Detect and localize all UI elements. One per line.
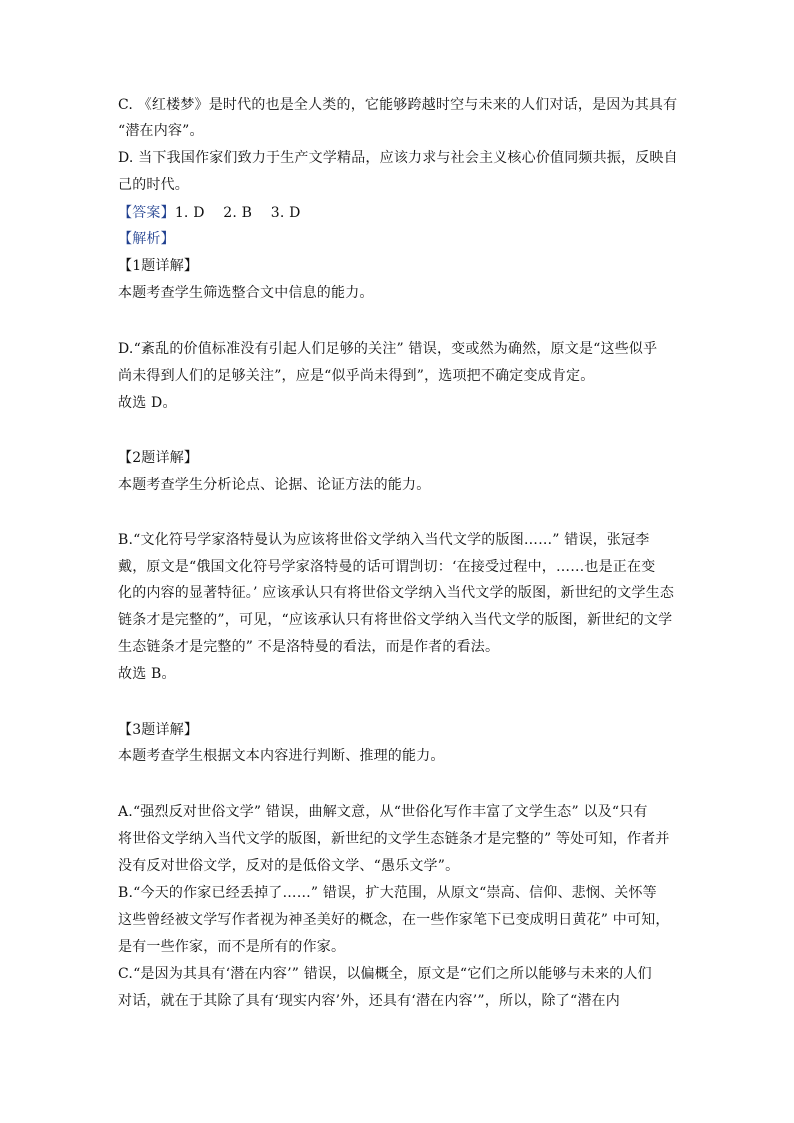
answer-text: 1. D 2. B 3. D xyxy=(174,205,301,221)
option-c-line-1: C. 《红楼梦》是时代的也是全人类的，它能够跨越时空与未来的人们对话，是因为其具有 xyxy=(118,97,678,113)
q2-explanation-line-4: 链条才是完整的”，可见，“应该承认只有将世俗文学纳入当代文学的版图，新世纪的文学 xyxy=(118,612,673,628)
option-d-line-2: 己的时代。 xyxy=(118,177,189,193)
q1-title: 【1题详解】 xyxy=(118,258,199,274)
q3-option-c-line-1: C.“是因为其具有‘潜在内容’” 错误，以偏概全，原文是“它们之所以能够与未来的人们 xyxy=(118,966,652,982)
option-d-line-1: D. 当下我国作家们致力于生产文学精品，应该力求与社会主义核心价值同频共振，反映自 xyxy=(118,150,678,166)
q2-explanation-line-1: B.“文化符号学家洛特曼认为应该将世俗文学纳入当代文学的版图……” 错误，张冠李 xyxy=(118,532,650,548)
answer-row xyxy=(118,203,301,223)
q2-explanation-line-2: 戴，原文是“俄国文化符号学家洛特曼的话可谓剀切：‘在接受过程中，……也是正在变 xyxy=(118,559,656,575)
analysis-label: 【解析】 xyxy=(118,231,175,247)
q3-option-a-line-2: 将世俗文学纳入当代文学的版图，新世纪的文学生态链条才是完整的” 等处可知，作者并 xyxy=(118,831,670,847)
q1-description: 本题考查学生筛选整合文中信息的能力。 xyxy=(118,285,374,301)
q3-title: 【3题详解】 xyxy=(118,722,199,738)
q3-option-c-line-2: 对话，就在于其除了具有‘现实内容’外，还具有‘潜在内容’”，所以，除了“潜在内 xyxy=(118,993,620,1009)
q2-explanation-line-5: 生态链条才是完整的” 不是洛特曼的看法，而是作者的看法。 xyxy=(118,639,500,655)
q2-description: 本题考查学生分析论点、论据、论证方法的能力。 xyxy=(118,477,431,493)
option-c-line-2: “潜在内容”。 xyxy=(118,123,204,139)
q2-title: 【2题详解】 xyxy=(118,450,199,466)
q1-choice: 故选 D。 xyxy=(118,395,177,411)
q2-explanation-line-3: 化的内容的显著特征。’ 应该承认只有将世俗文学纳入当代文学的版图，新世纪的文学生态 xyxy=(118,585,675,601)
q3-description: 本题考查学生根据文本内容进行判断、推理的能力。 xyxy=(118,748,445,764)
q3-option-b-line-2: 这些曾经被文学写作者视为神圣美好的概念，在一些作家笔下已变成明日黄花” 中可知， xyxy=(118,912,670,928)
q1-explanation-line-1: D.“紊乱的价值标准没有引起人们足够的关注” 错误，变或然为确然，原文是“这些似乎 xyxy=(118,341,658,357)
q2-choice: 故选 B。 xyxy=(118,666,176,682)
q3-option-a-line-3: 没有反对世俗文学，反对的是低俗文学、“愚乐文学”。 xyxy=(118,858,460,874)
q1-explanation-line-2: 尚未得到人们的足够关注”，应是“似乎尚未得到”，选项把不确定变成肯定。 xyxy=(118,368,595,384)
answer-label: 【答案】 xyxy=(118,205,175,221)
q3-option-a-line-1: A.“强烈反对世俗文学” 错误，曲解文意，从“世俗化写作丰富了文学生态” 以及“只有 xyxy=(118,804,648,820)
q3-option-b-line-1: B.“今天的作家已经丢掉了……” 错误，扩大范围，从原文“崇高、信仰、悲悯、关怀等 xyxy=(118,885,657,901)
q3-option-b-line-3: 是有一些作家，而不是所有的作家。 xyxy=(118,939,346,955)
